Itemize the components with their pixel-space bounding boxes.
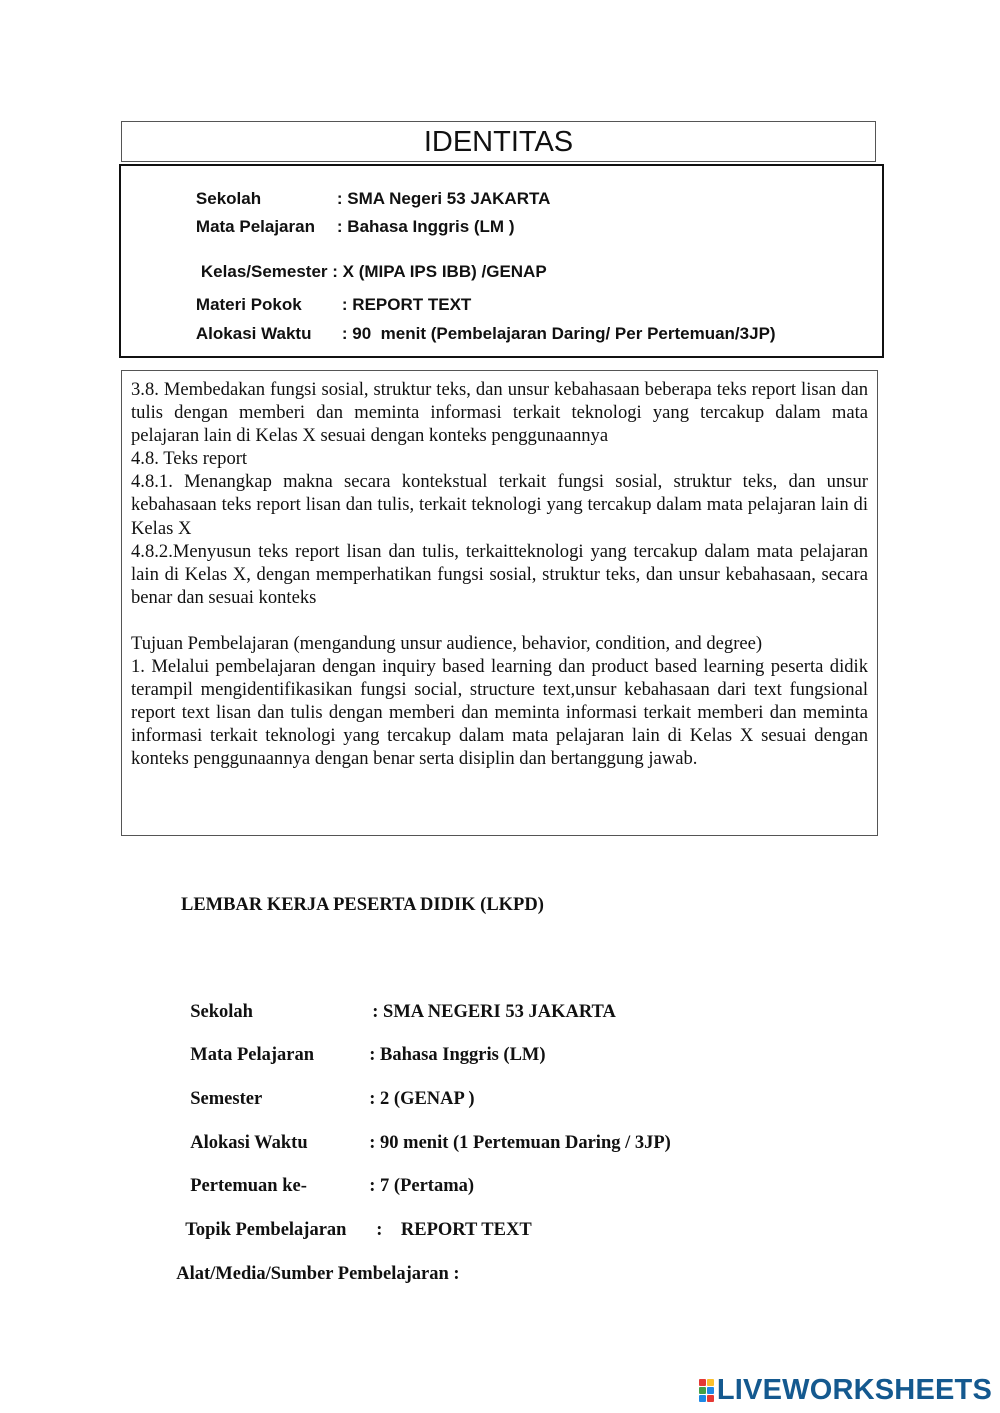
lkpd-row-alat-media xyxy=(167,1243,460,1285)
lkpd-value: : 2 (GENAP ) xyxy=(369,1089,475,1109)
lkpd-label: Sekolah xyxy=(190,1002,253,1022)
spacer xyxy=(131,609,868,632)
identitas-title: IDENTITAS xyxy=(121,121,876,162)
lkpd-value: : SMA NEGERI 53 JAKARTA xyxy=(372,1002,616,1022)
logo-square xyxy=(699,1395,706,1402)
lkpd-row-topik xyxy=(176,1199,532,1241)
identitas-value: : REPORT TEXT xyxy=(341,295,472,314)
lkpd-row-alokasi-waktu xyxy=(181,1112,671,1154)
identitas-label: Mata Pelajaran xyxy=(195,217,315,236)
lkpd-row-mata-pelajaran xyxy=(181,1024,546,1066)
logo-square xyxy=(699,1387,706,1394)
lkpd-value: : Bahasa Inggris (LM) xyxy=(369,1045,546,1065)
kompetensi-box xyxy=(121,370,878,836)
identitas-value: : X (MIPA IPS IBB) /GENAP xyxy=(327,262,547,281)
kd-4-8: 4.8. Teks report xyxy=(131,448,248,470)
lkpd-row-semester xyxy=(181,1068,475,1110)
identitas-row-alokasi-waktu xyxy=(177,304,776,364)
identitas-value: : 90 menit (Pembelajaran Daring/ Per Pertemuan/3JP) xyxy=(341,324,776,343)
kd-4-8-2: 4.8.2.Menyusun teks report lisan dan tulis, terkaitteknologi yang tercakup dalam mata pelajaran lain di Kelas X, dengan memperhatikan fungsi sosial, struktur teks, dan unsur kebahasaan, secara benar dan sesuai konteks xyxy=(131,540,868,608)
logo-square xyxy=(707,1379,714,1386)
lkpd-label: Alat/Media/Sumber Pembelajaran : xyxy=(176,1264,460,1284)
kd-4-8-1: 4.8.1. Menangkap makna secara kontekstual terkait fungsi sosial, struktur teks, dan unsur kebahasaan teks report lisan dan tulis, terkait teknologi yang tercakup dalam mata pelajaran lain di Kelas X xyxy=(131,471,868,539)
tujuan-item-1: 1. Melalui pembelajaran dengan inquiry based learning dan product based learning peserta didik terampil mengidentifikasikan fungsi social, structure text,unsur kebahasaan dari text fungsional report text lisan dan tulis dengan memberi dan meminta informasi terkait memberi dan meminta informasi terkait teknologi yang tercakup dalam mata pelajaran lain di Kelas X sesuai dengan konteks penggunaannya dengan benar serta disiplin dan bertanggung jawab. xyxy=(131,656,868,770)
identitas-value: : Bahasa Inggris (LM ) xyxy=(336,217,515,236)
lkpd-value: : 7 (Pertama) xyxy=(369,1176,475,1196)
logo-square xyxy=(707,1387,714,1394)
watermark-text: LIVEWORKSHEETS xyxy=(716,1373,992,1406)
lkpd-title: LEMBAR KERJA PESERTA DIDIK (LKPD) xyxy=(181,895,544,915)
identitas-value: : SMA Negeri 53 JAKARTA xyxy=(336,189,551,208)
tujuan-heading: Tujuan Pembelajaran (mengandung unsur audience, behavior, condition, and degree) xyxy=(131,632,763,654)
kd-3-8: 3.8. Membedakan fungsi sosial, struktur teks, dan unsur kebahasaan beberapa teks report lisan dan tulis dengan memberi dan meminta informasi terkait teknologi yang tercakup dalam mata pelajaran lain di Kelas X sesuai dengan konteks penggunaannya xyxy=(131,379,868,447)
lkpd-value: : 90 menit (1 Pertemuan Daring / 3JP) xyxy=(369,1133,671,1153)
lkpd-label: Alokasi Waktu xyxy=(190,1133,308,1153)
lkpd-label: Mata Pelajaran xyxy=(190,1045,315,1065)
lkpd-label: Pertemuan ke- xyxy=(190,1176,307,1196)
lkpd-label: Topik Pembelajaran xyxy=(185,1220,347,1240)
identitas-box xyxy=(119,164,884,358)
identitas-label: Sekolah xyxy=(195,189,262,208)
logo-square xyxy=(707,1395,714,1402)
liveworksheets-logo-icon xyxy=(699,1379,714,1402)
identitas-label: Alokasi Waktu xyxy=(195,324,312,343)
lkpd-label: Semester xyxy=(190,1089,263,1109)
identitas-label: Materi Pokok xyxy=(195,295,302,314)
logo-square xyxy=(699,1379,706,1386)
lkpd-row-sekolah xyxy=(181,981,616,1023)
lkpd-value: : REPORT TEXT xyxy=(376,1220,532,1240)
liveworksheets-watermark xyxy=(699,1373,992,1407)
lkpd-row-pertemuan xyxy=(181,1155,474,1197)
identitas-label: Kelas/Semester xyxy=(200,262,328,281)
